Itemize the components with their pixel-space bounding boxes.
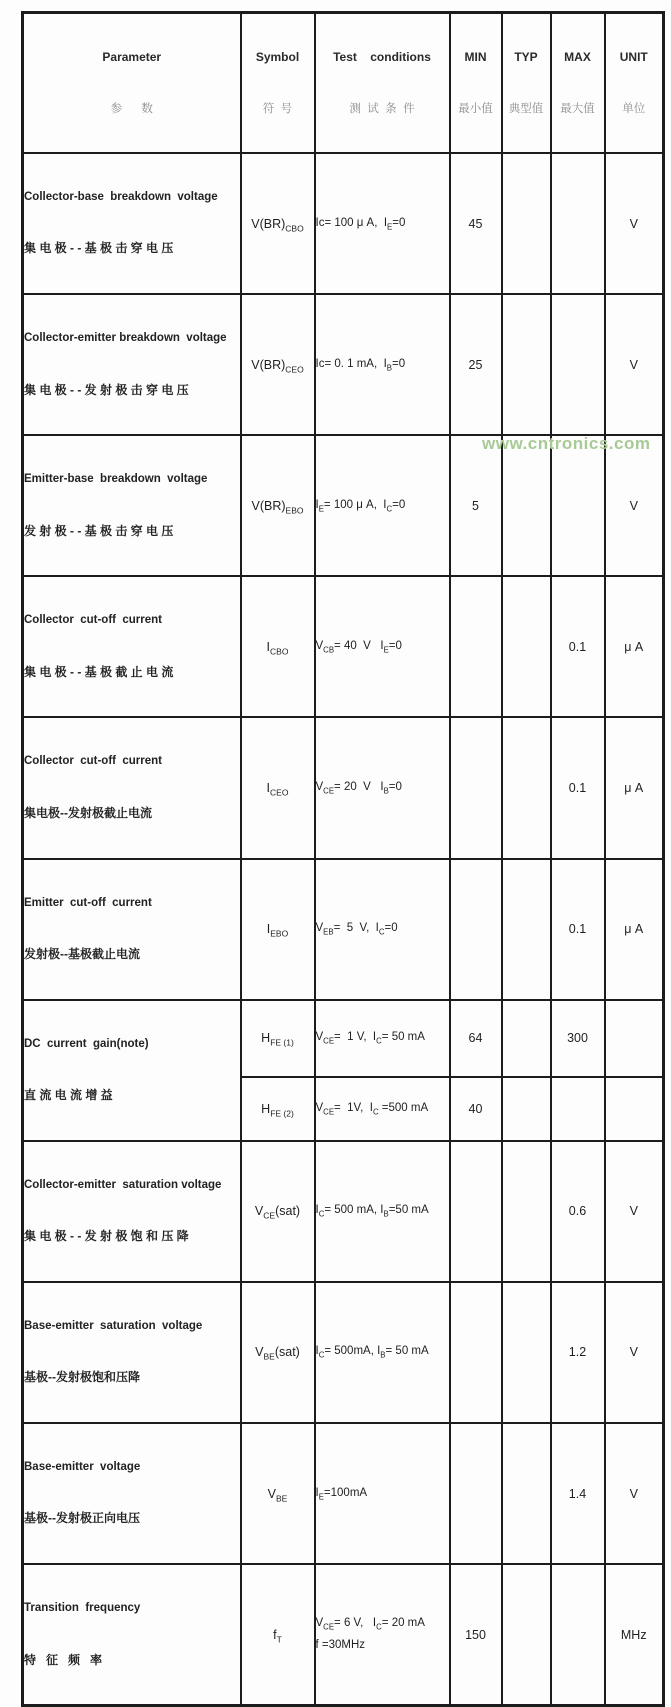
table-row (23, 435, 664, 576)
cell-symbol: $V(BR)_{CEO}$ (241, 294, 315, 435)
header-min-zh: 最小值 (458, 102, 493, 115)
cell-unit: V (605, 1141, 664, 1282)
cell-unit: MHz (605, 1564, 664, 1706)
cell-parameter (23, 153, 241, 294)
cell-unit: μ A (605, 576, 664, 717)
parameter-table (21, 11, 665, 1707)
parameter-en: Collector-emitter breakdown voltage (24, 332, 227, 345)
cell-parameter (23, 576, 241, 717)
cell-symbol: $V_{CE}(sat)$ (241, 1141, 315, 1282)
table-row (23, 294, 664, 435)
header-typ-zh: 典型值 (508, 102, 544, 115)
header-cell-max (551, 13, 605, 153)
cell-max: 300 (551, 1000, 605, 1077)
cell-conditions: $V_{CE}= 1V$, $I_C =500$ mA (315, 1077, 450, 1141)
parameter-zh: 集 电 极 - - 基 极 截 止 电 流 (24, 664, 174, 679)
cell-conditions: $I_E=100mA$ (315, 1423, 450, 1564)
cell-min (450, 1141, 502, 1282)
parameter-zh: 直 流 电 流 增 益 (24, 1088, 113, 1103)
header-parameter-zh: 参 数 (110, 102, 153, 115)
cell-max: 1.2 (551, 1282, 605, 1423)
header-cell-typ (502, 13, 551, 153)
cell-unit: V (605, 1423, 664, 1564)
header-cell-unit (605, 13, 664, 153)
parameter-zh: 集 电 极 - - 发 射 极 饱 和 压 降 (24, 1229, 189, 1244)
header-symbol-en: Symbol (255, 50, 300, 64)
cell-max (551, 435, 605, 576)
cell-max: 1.4 (551, 1423, 605, 1564)
cell-conditions: $I_C= 500$ mA, $I_B=50$ mA (315, 1141, 450, 1282)
cell-conditions: $V_{CB}= 40$ V $I_E=0$ (315, 576, 450, 717)
cell-symbol: $V(BR)_{EBO}$ (241, 435, 315, 576)
parameter-en: DC current gain(note) (24, 1037, 149, 1050)
header-unit-zh: 单位 (622, 102, 646, 115)
cell-symbol: $f_T$ (241, 1564, 315, 1706)
cell-min: 64 (450, 1000, 502, 1077)
cell-min (450, 717, 502, 858)
parameter-en: Emitter cut-off current (24, 896, 152, 909)
cell-unit: μ A (605, 859, 664, 1000)
parameter-en: Collector cut-off current (24, 755, 163, 768)
parameter-zh: 集 电 极 - - 发 射 极 击 穿 电 压 (24, 382, 189, 397)
cell-parameter (23, 1282, 241, 1423)
parameter-en: Collector-base breakdown voltage (24, 190, 218, 203)
cell-symbol: $I_{CEO}$ (241, 717, 315, 858)
watermark-text: www.cntronics.com (482, 434, 651, 453)
cell-parameter (23, 1564, 241, 1706)
cell-symbol: $I_{EBO}$ (241, 859, 315, 1000)
cell-conditions: $I_E= 100$ μ A, $I_C=0$ (315, 435, 450, 576)
cell-typ (502, 1000, 551, 1077)
header-cell-symbol (241, 13, 315, 153)
header-cell-conditions (315, 13, 450, 153)
parameter-en: Transition frequency (24, 1602, 141, 1615)
cell-unit: V (605, 1282, 664, 1423)
cell-unit (605, 1077, 664, 1141)
cell-typ (502, 1282, 551, 1423)
cell-symbol: $V_{BE}$ (241, 1423, 315, 1564)
cell-typ (502, 717, 551, 858)
table-row (23, 1423, 664, 1564)
cell-max: 0.6 (551, 1141, 605, 1282)
header-cell-min (450, 13, 502, 153)
cell-min: 25 (450, 294, 502, 435)
cell-conditions: $V_{CE}= 6$ V, $I_C= 20$ mA f =30MHz (315, 1564, 450, 1706)
cell-max (551, 294, 605, 435)
table-row (23, 1564, 664, 1706)
table-row (23, 1141, 664, 1282)
table-row (23, 576, 664, 717)
parameter-en: Collector-emitter saturation voltage (24, 1178, 222, 1191)
header-cell-parameter (23, 13, 241, 153)
header-parameter-en: Parameter (102, 50, 162, 64)
header-min-en: MIN (464, 50, 487, 64)
cell-parameter (23, 717, 241, 858)
cell-unit: V (605, 294, 664, 435)
cell-typ (502, 1423, 551, 1564)
cell-typ (502, 435, 551, 576)
cell-conditions: $V_{CE}= 1$ V, $I_C= 50$ mA (315, 1000, 450, 1077)
cell-unit: V (605, 153, 664, 294)
parameter-zh: 发射极--基极截止电流 (24, 947, 140, 962)
cell-parameter (23, 1141, 241, 1282)
cell-unit (605, 1000, 664, 1077)
cell-symbol: $H_{FE (2)}$ (241, 1077, 315, 1141)
cell-max: 0.1 (551, 576, 605, 717)
cell-typ (502, 859, 551, 1000)
cell-symbol: $V_{BE}(sat)$ (241, 1282, 315, 1423)
cell-parameter (23, 859, 241, 1000)
cell-typ (502, 1077, 551, 1141)
cell-max (551, 1077, 605, 1141)
table-row (23, 1000, 664, 1077)
parameter-zh: 集 电 极 - - 基 极 击 穿 电 压 (24, 241, 174, 256)
cell-typ (502, 153, 551, 294)
cell-conditions: $V_{EB}= 5$ V, $I_C=0$ (315, 859, 450, 1000)
header-unit-en: UNIT (619, 50, 648, 64)
cell-conditions: Ic= 0. 1 mA, $I_B=0$ (315, 294, 450, 435)
cell-unit: V (605, 435, 664, 576)
cell-unit: μ A (605, 717, 664, 858)
cell-min: 40 (450, 1077, 502, 1141)
parameter-en: Base-emitter saturation voltage (24, 1319, 203, 1332)
parameter-zh: 发 射 极 - - 基 极 击 穿 电 压 (24, 523, 174, 538)
cell-typ (502, 294, 551, 435)
cell-symbol: $V(BR)_{CBO}$ (241, 153, 315, 294)
cell-typ (502, 576, 551, 717)
header-max-en: MAX (564, 50, 591, 64)
parameter-zh: 基极--发射极饱和压降 (24, 1370, 140, 1385)
cell-min: 5 (450, 435, 502, 576)
parameter-en: Base-emitter voltage (24, 1460, 141, 1473)
header-conditions-en: Test conditions (333, 50, 431, 64)
cell-conditions: $V_{CE}= 20$ V $I_B=0$ (315, 717, 450, 858)
header-typ-en: TYP (514, 50, 538, 64)
header-conditions-zh: 测 试 条 件 (349, 102, 415, 115)
cell-max (551, 153, 605, 294)
table-header-row (23, 13, 664, 153)
table-row (23, 1282, 664, 1423)
cell-max: 0.1 (551, 859, 605, 1000)
cell-parameter (23, 1423, 241, 1564)
parameter-en: Collector cut-off current (24, 614, 163, 627)
cell-parameter (23, 294, 241, 435)
header-max-zh: 最大值 (560, 102, 595, 115)
cell-typ (502, 1141, 551, 1282)
cell-symbol: $H_{FE (1)}$ (241, 1000, 315, 1077)
parameter-en: Emitter-base breakdown voltage (24, 473, 208, 486)
cell-min: 150 (450, 1564, 502, 1706)
cell-min (450, 576, 502, 717)
cell-parameter (23, 1000, 241, 1141)
cell-min (450, 859, 502, 1000)
cell-parameter (23, 435, 241, 576)
parameter-zh: 特 征 频 率 (24, 1652, 103, 1667)
cell-max: 0.1 (551, 717, 605, 858)
cell-conditions: Ic= 100 μ A, $I_E=0$ (315, 153, 450, 294)
cell-conditions: $I_C= 500mA$, $I_B= 50$ mA (315, 1282, 450, 1423)
table-row (23, 859, 664, 1000)
parameter-zh: 基极--发射极正向电压 (24, 1511, 140, 1526)
cell-symbol: $I_{CBO}$ (241, 576, 315, 717)
table-row (23, 717, 664, 858)
parameter-zh: 集电极--发射极截止电流 (24, 805, 152, 820)
cell-max (551, 1564, 605, 1706)
table-row (23, 153, 664, 294)
cell-typ (502, 1564, 551, 1706)
header-symbol-zh: 符 号 (262, 102, 293, 115)
cell-min (450, 1282, 502, 1423)
cell-min (450, 1423, 502, 1564)
cell-min: 45 (450, 153, 502, 294)
